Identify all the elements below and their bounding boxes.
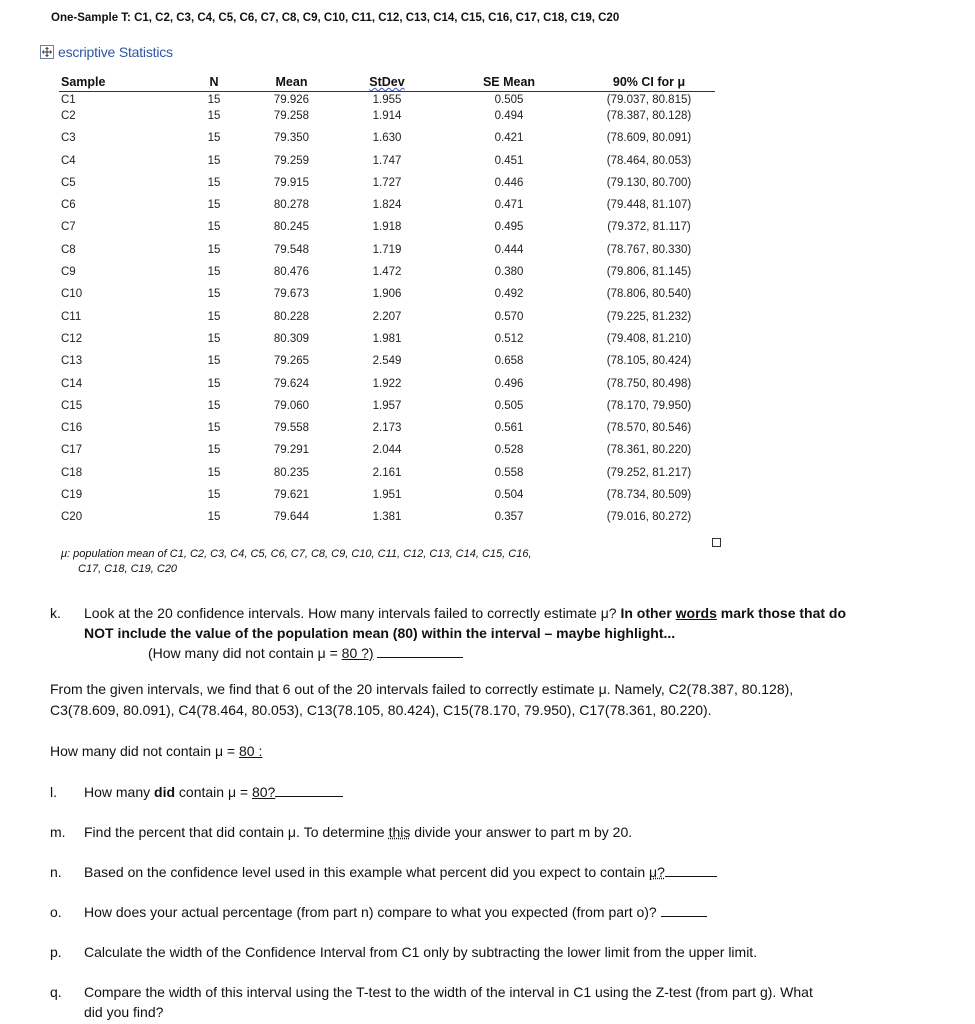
cell-ci: (79.252, 81.217) (606, 466, 692, 479)
col-stdev: StDev (369, 75, 405, 89)
cell-stdev: 1.914 (372, 110, 402, 122)
cell-mean: 79.621 (273, 489, 310, 502)
cell-n: 15 (207, 355, 221, 368)
cell-se-mean: 0.444 (494, 243, 524, 256)
col-ci: 90% CI for μ (612, 75, 686, 89)
cell-sample: C1 (61, 94, 76, 106)
cell-n: 15 (207, 310, 221, 323)
cell-n: 15 (207, 221, 221, 234)
cell-mean: 80.476 (273, 266, 310, 279)
question-q-line2: did you find? (84, 1004, 164, 1020)
cell-stdev: 1.951 (372, 489, 402, 502)
cell-n: 15 (207, 511, 221, 524)
cell-mean: 79.259 (273, 154, 310, 167)
cell-stdev: 1.918 (372, 221, 402, 234)
cell-se-mean: 0.421 (494, 132, 524, 145)
table-row (59, 219, 715, 241)
cell-se-mean: 0.496 (494, 377, 524, 390)
question-n-part-b: μ? (649, 864, 665, 880)
question-k-text: Look at the 20 confidence intervals. How many intervals failed to correctly estimate μ? (84, 605, 621, 621)
cell-ci: (78.387, 80.128) (606, 110, 692, 122)
table-header (59, 74, 715, 92)
cell-stdev: 2.044 (372, 444, 402, 457)
cell-mean: 79.644 (273, 511, 310, 524)
question-k-prompt: (How many did not contain μ = (148, 645, 342, 661)
cell-se-mean: 0.494 (494, 110, 524, 122)
cell-n: 15 (207, 444, 221, 457)
cell-se-mean: 0.471 (494, 199, 524, 212)
cell-sample: C12 (61, 332, 83, 345)
cell-ci: (79.225, 81.232) (606, 310, 692, 323)
cell-ci: (78.609, 80.091) (606, 132, 692, 145)
question-o-letter: o. (50, 904, 62, 920)
col-n: N (209, 75, 219, 89)
cell-mean: 79.624 (273, 377, 310, 390)
cell-ci: (78.734, 80.509) (606, 489, 692, 502)
cell-se-mean: 0.658 (494, 355, 524, 368)
cell-n: 15 (207, 422, 221, 435)
question-k-value: 80 ?) (341, 645, 374, 661)
table-row (59, 398, 715, 420)
cell-mean: 79.291 (273, 444, 310, 457)
cell-se-mean: 0.512 (494, 332, 524, 345)
cell-mean: 79.915 (273, 176, 310, 189)
cell-sample: C7 (61, 221, 76, 234)
cell-stdev: 1.906 (372, 288, 402, 301)
table-row (59, 92, 715, 108)
answer-line1: From the given intervals, we find that 6 out of the 20 intervals failed to correctly estimate μ. Namely, C2(78.387, 80.128), (50, 681, 794, 697)
cell-n: 15 (207, 399, 221, 412)
question-m-text (84, 822, 632, 842)
cell-stdev: 2.161 (372, 466, 402, 479)
question-n-letter: n. (50, 864, 62, 880)
cell-n: 15 (207, 466, 221, 479)
cell-ci: (78.806, 80.540) (606, 288, 692, 301)
cell-mean: 79.060 (273, 399, 310, 412)
question-m-part-a: Find the percent that did contain μ. To determine (84, 824, 389, 840)
cell-ci: (78.170, 79.950) (606, 399, 692, 412)
question-m-part-c: divide your answer to part m by 20. (410, 824, 633, 840)
cell-ci: (78.464, 80.053) (606, 154, 692, 167)
question-k-letter: k. (50, 605, 61, 621)
table-row (59, 309, 715, 331)
question-l-letter: l. (50, 784, 57, 800)
answer-line3-value: 80 : (239, 743, 263, 759)
cell-mean: 79.548 (273, 243, 310, 256)
cell-sample: C15 (61, 399, 83, 412)
cell-ci: (79.448, 81.107) (606, 199, 692, 212)
cell-se-mean: 0.505 (494, 399, 524, 412)
cell-n: 15 (207, 332, 221, 345)
cell-sample: C6 (61, 199, 76, 212)
cell-se-mean: 0.495 (494, 221, 524, 234)
cell-n: 15 (207, 377, 221, 390)
cell-mean: 79.265 (273, 355, 310, 368)
cell-se-mean: 0.570 (494, 310, 524, 323)
cell-stdev: 2.549 (372, 355, 402, 368)
question-p-text: Calculate the width of the Confidence Interval from C1 only by subtracting the lower limit from the upper limit. (84, 944, 758, 960)
cell-se-mean: 0.451 (494, 154, 524, 167)
expand-icon[interactable] (40, 45, 54, 59)
question-q-line1: Compare the width of this interval using the T-test to the width of the interval in C1 using the Z-test (from part g). What (84, 984, 813, 1000)
question-k-bold-a: In other (620, 605, 676, 621)
question-k-bold-words: words (675, 605, 717, 621)
cell-ci: (79.037, 80.815) (606, 94, 692, 106)
cell-stdev: 2.207 (372, 310, 402, 323)
cell-sample: C20 (61, 511, 83, 524)
question-l-part-d: 80? (251, 784, 276, 800)
cell-se-mean: 0.504 (494, 489, 524, 502)
cell-mean: 79.558 (273, 422, 310, 435)
cell-n: 15 (207, 110, 221, 122)
cell-stdev: 1.381 (372, 511, 402, 524)
cell-se-mean: 0.561 (494, 422, 524, 435)
table-row (59, 242, 715, 264)
descriptive-statistics-header[interactable] (40, 44, 173, 60)
cell-mean: 79.673 (273, 288, 310, 301)
cell-stdev: 1.719 (372, 243, 402, 256)
cell-mean: 79.926 (273, 94, 310, 106)
cell-ci: (78.750, 80.498) (606, 377, 692, 390)
table-row (59, 353, 715, 375)
question-k-line1 (84, 603, 846, 623)
cell-sample: C3 (61, 132, 76, 145)
cell-sample: C14 (61, 377, 83, 390)
cell-stdev: 1.630 (372, 132, 402, 145)
question-n-part-a: Based on the confidence level used in this example what percent did you expect to contain (84, 864, 650, 880)
cell-mean: 80.278 (273, 199, 310, 212)
col-sample: Sample (61, 75, 106, 89)
cell-sample: C4 (61, 154, 76, 167)
table-row (59, 331, 715, 353)
cell-stdev: 1.727 (372, 176, 402, 189)
cell-se-mean: 0.528 (494, 444, 524, 457)
table-row (59, 175, 715, 197)
mu-note-line1: μ: population mean of C1, C2, C3, C4, C5, C6, C7, C8, C9, C10, C11, C12, C13, C14, C15, C16, (61, 548, 532, 560)
cell-n: 15 (207, 154, 221, 167)
cell-ci: (79.372, 81.117) (607, 221, 691, 234)
answer-line2: C3(78.609, 80.091), C4(78.464, 80.053), C13(78.105, 80.424), C15(78.170, 79.950), C17(78.361, 80.220). (50, 702, 712, 718)
question-m-part-b: this (388, 824, 411, 840)
cell-n: 15 (207, 94, 221, 106)
cell-ci: (79.408, 81.210) (606, 332, 692, 345)
cell-sample: C16 (61, 422, 83, 435)
cell-mean: 80.235 (273, 466, 310, 479)
cell-sample: C10 (61, 288, 83, 301)
cell-se-mean: 0.505 (494, 94, 524, 106)
cell-mean: 80.245 (273, 221, 310, 234)
cell-stdev: 1.981 (372, 332, 402, 345)
cell-stdev: 1.922 (372, 377, 402, 390)
question-p-letter: p. (50, 944, 62, 960)
cell-n: 15 (207, 288, 221, 301)
cell-n: 15 (207, 489, 221, 502)
cell-ci: (79.016, 80.272) (606, 511, 692, 524)
table-row (59, 465, 715, 487)
cell-sample: C5 (61, 176, 76, 189)
table-row (59, 286, 715, 308)
question-m-letter: m. (50, 824, 66, 840)
cell-stdev: 2.173 (372, 422, 402, 435)
question-n-text (84, 862, 717, 882)
table-row (59, 509, 715, 531)
cell-stdev: 1.955 (372, 94, 402, 106)
question-q-letter: q. (50, 984, 62, 1000)
mu-note-line2: C17, C18, C19, C20 (78, 562, 178, 575)
question-l-part-b: did (154, 784, 176, 800)
cell-ci: (79.130, 80.700) (606, 176, 692, 189)
col-mean: Mean (275, 75, 308, 89)
cell-stdev: 1.747 (372, 154, 402, 167)
table-row (59, 130, 715, 152)
question-l-part-a: How many (84, 784, 155, 800)
answer-blank-o[interactable] (661, 902, 707, 917)
cell-sample: C11 (61, 310, 82, 323)
cell-sample: C9 (61, 266, 76, 279)
cell-ci: (78.767, 80.330) (606, 243, 692, 256)
cell-mean: 79.350 (273, 132, 310, 145)
question-k-bold-b: mark those that do (716, 605, 847, 621)
answer-line3-prompt: How many did not contain μ = (50, 743, 239, 759)
cell-stdev: 1.824 (372, 199, 402, 212)
cell-se-mean: 0.357 (494, 511, 524, 524)
table-row (59, 442, 715, 464)
col-se-mean: SE Mean (482, 75, 536, 89)
cell-n: 15 (207, 199, 221, 212)
cell-se-mean: 0.558 (494, 466, 524, 479)
mu-note (61, 547, 532, 576)
cell-se-mean: 0.446 (494, 176, 524, 189)
cell-sample: C17 (61, 444, 83, 457)
table-row (59, 376, 715, 398)
cell-sample: C19 (61, 489, 83, 502)
cell-mean: 79.258 (273, 110, 310, 122)
cell-sample: C8 (61, 243, 76, 256)
table-row (59, 197, 715, 219)
question-o-text (84, 902, 707, 922)
cell-stdev: 1.957 (372, 399, 402, 412)
question-k-line2: NOT include the value of the population mean (80) within the interval – maybe highlight... (84, 625, 676, 641)
cell-n: 15 (207, 266, 221, 279)
section-title: escriptive Statistics (58, 44, 173, 60)
question-o-part: How does your actual percentage (from part n) compare to what you expected (from part o)? (84, 904, 657, 920)
table-row (59, 264, 715, 286)
cell-mean: 80.228 (273, 310, 310, 323)
cell-ci: (78.570, 80.546) (606, 422, 692, 435)
table-row (59, 108, 715, 130)
table-row (59, 487, 715, 509)
descriptive-statistics-table (59, 74, 715, 532)
answer-blank-n[interactable] (665, 862, 717, 877)
table-row (59, 420, 715, 442)
cell-n: 15 (207, 176, 221, 189)
answer-blank-k[interactable] (377, 643, 463, 658)
cell-mean: 80.309 (273, 332, 310, 345)
cell-sample: C13 (61, 355, 83, 368)
cell-se-mean: 0.492 (494, 288, 524, 301)
cell-se-mean: 0.380 (494, 266, 524, 279)
cell-n: 15 (207, 132, 221, 145)
cell-ci: (79.806, 81.145) (606, 266, 692, 279)
question-k-line3 (148, 643, 463, 663)
cell-ci: (78.361, 80.220) (606, 444, 692, 457)
table-body (59, 92, 715, 532)
checkbox[interactable] (712, 538, 721, 547)
table-row (59, 153, 715, 175)
cell-n: 15 (207, 243, 221, 256)
page-title: One-Sample T: C1, C2, C3, C4, C5, C6, C7, C8, C9, C10, C11, C12, C13, C14, C15, C16, C17, C18, C19, C20 (51, 12, 620, 24)
cell-stdev: 1.472 (372, 266, 402, 279)
answer-blank-l[interactable] (275, 782, 343, 797)
question-l-part-c: contain μ = (175, 784, 252, 800)
answer-line3 (50, 741, 262, 761)
question-l-text (84, 782, 343, 802)
cell-ci: (78.105, 80.424) (606, 355, 692, 368)
cell-sample: C2 (61, 110, 76, 122)
cell-sample: C18 (61, 466, 83, 479)
